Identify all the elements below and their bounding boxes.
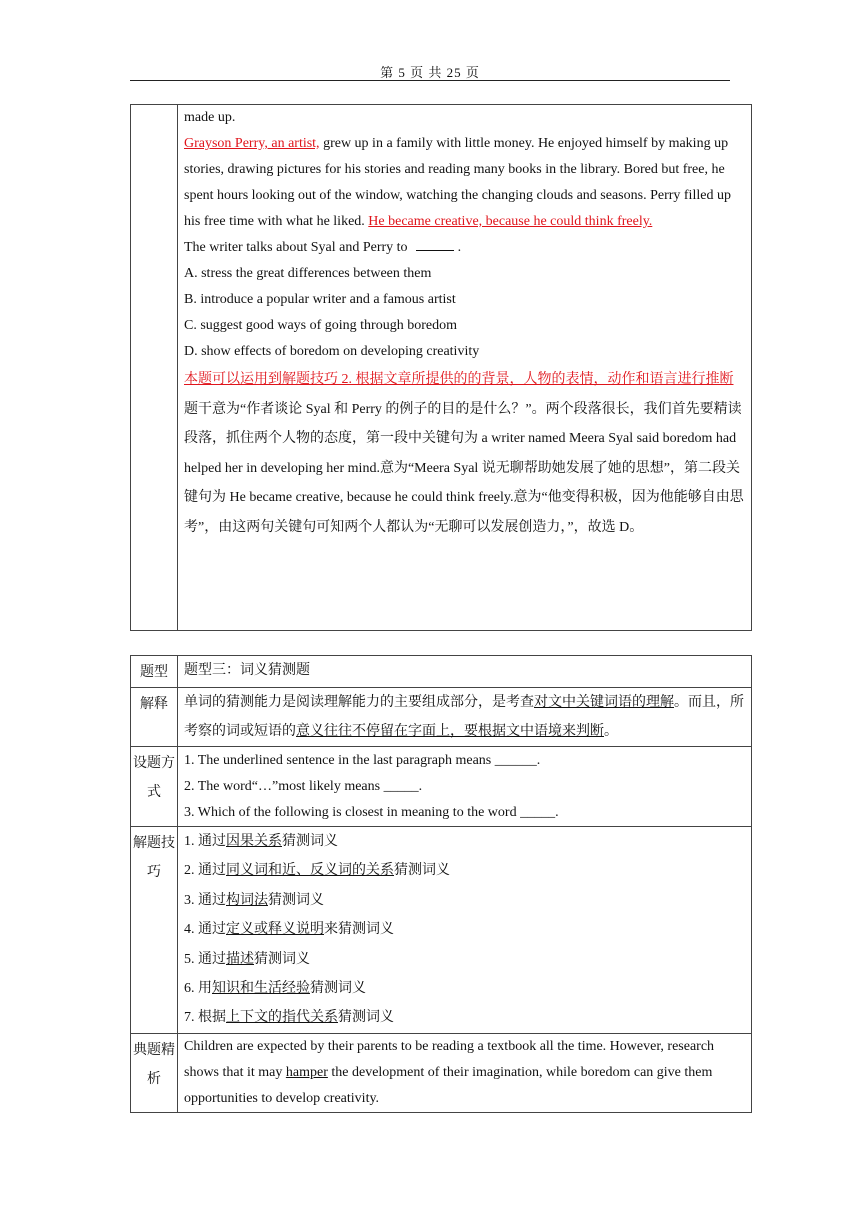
- answer-content-cell: [178, 105, 752, 631]
- technique-item: 6. 用知识和生活经验猜测词义: [184, 981, 366, 997]
- answer-blank: [416, 237, 454, 251]
- passage-text: grew up in a family with little money. He enjoyed himself by making up stories, drawing pictures for his stories and reading many books in the library. Bored but free, he spent hours looking out of the window, watching the changing clouds and seasons. Perry filled up his free time with what he liked.: [184, 136, 731, 229]
- technique-item: 5. 通过描述猜测词义: [184, 951, 310, 967]
- technique-item: 7. 根据上下文的指代关系猜测词义: [184, 1010, 394, 1026]
- technique-item: 1. 通过因果关系猜测词义: [184, 834, 338, 849]
- passage-paragraph: [184, 131, 745, 235]
- question-type-table: [130, 655, 752, 1113]
- option-c: C. suggest good ways of going through boredom: [184, 318, 457, 333]
- type-value: 题型三：词义猜测题: [178, 656, 752, 688]
- highlight-red-end: He became creative, because he could think freely.: [368, 214, 653, 229]
- question-stem: [184, 235, 745, 261]
- technique-label: 解题技巧: [131, 827, 178, 1034]
- technique-item: 4. 通过定义或释义说明来猜测词义: [184, 922, 394, 938]
- question-end: .: [457, 240, 462, 255]
- explain-text: 。: [604, 724, 618, 739]
- explain-content: [178, 688, 752, 747]
- answer-table: [130, 104, 752, 631]
- explain-underline: 意义往往不停留在字面上，要根据文中语境来判断: [296, 724, 604, 739]
- setup-label: 设题方式: [131, 747, 178, 827]
- highlight-red-start: Grayson Perry, an artist,: [184, 136, 320, 151]
- setup-item: 2. The word“…”most likely means _____.: [184, 779, 423, 794]
- example-text: the development of their imagination, while boredom can give them opportunities to develop creativity.: [184, 1064, 713, 1106]
- analysis-text: 题干意为“作者谈论 Syal 和 Perry 的例子的目的是什么？”。两个段落很长，我们首先要精读段落，抓住两个人物的态度，第一段中关键句为 a writer named Meera Syal said boredom had helped her in developing her mind.意为“Meera Syal 说无聊帮助她发展了她的思想”，第二段关键句为 He became creative, because he could think freely.意为“他变得积极，因为他能够自由思考”，由这两句关键句可知两个人都认为“无聊可以发展创造力，”，故选 D。: [184, 401, 744, 535]
- tip-note: 本题可以运用到解题技巧 2. 根据文章所提供的的背景，人物的表情，动作和语言进行推断: [184, 372, 734, 387]
- type-label: 题型: [131, 656, 178, 688]
- passage-fragment: made up.: [184, 110, 236, 125]
- setup-content: [178, 747, 752, 827]
- setup-item: 1. The underlined sentence in the last paragraph means ______.: [184, 753, 541, 768]
- example-label: 典题精析: [131, 1033, 178, 1112]
- technique-content: [178, 827, 752, 1034]
- example-underlined-word: hamper: [285, 1064, 328, 1080]
- option-a: A. stress the great differences between them: [184, 266, 432, 281]
- explain-label: 解释: [131, 688, 178, 747]
- example-content: [178, 1033, 752, 1112]
- technique-item: 3. 通过构词法猜测词义: [184, 892, 324, 908]
- empty-label-cell: [131, 105, 178, 631]
- explain-text: 。而且，所考察的词或短语的: [184, 695, 744, 739]
- page-header: 第 5 页 共 25 页: [380, 65, 480, 80]
- explain-underline: 对文中关键词语的理解: [534, 695, 674, 710]
- header-rule: [130, 80, 730, 81]
- question-text: The writer talks about Syal and Perry to: [184, 240, 408, 255]
- option-d: D. show effects of boredom on developing creativity: [184, 344, 480, 359]
- explain-text: 单词的猜测能力是阅读理解能力的主要组成部分，是考查: [184, 695, 534, 710]
- setup-item: 3. Which of the following is closest in meaning to the word _____.: [184, 805, 559, 820]
- technique-item: 2. 通过同义词和近、反义词的关系猜测词义: [184, 863, 450, 879]
- example-text: Children are expected by their parents to be reading a textbook all the time. However, research shows that it may: [184, 1038, 715, 1080]
- option-b: B. introduce a popular writer and a famous artist: [184, 292, 456, 307]
